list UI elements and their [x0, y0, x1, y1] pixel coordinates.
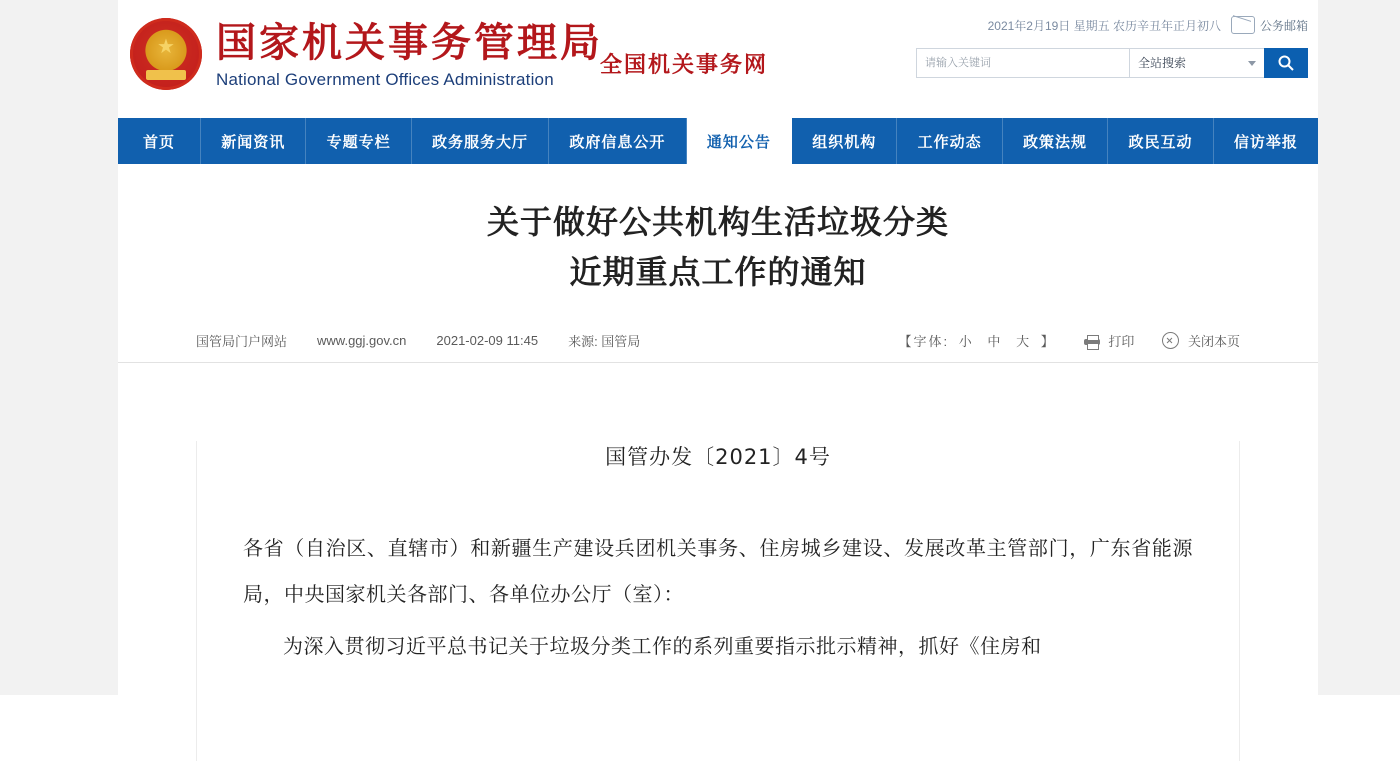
search-icon — [1277, 54, 1295, 72]
nav-item-interaction[interactable]: 政民互动 — [1108, 118, 1213, 164]
header-utilities — [848, 16, 1308, 78]
article-meta-left — [196, 331, 640, 350]
font-size-label: 【字体: — [898, 334, 950, 350]
site-header — [118, 0, 1318, 118]
page-title — [118, 198, 1318, 297]
site-slogan: 全国机关事务网 — [600, 53, 769, 78]
document-number: 国管办发〔2021〕4号 — [605, 445, 831, 470]
font-size-medium[interactable]: 中 — [987, 334, 1003, 350]
nav-item-topics[interactable]: 专题专栏 — [306, 118, 411, 164]
chevron-down-icon — [1248, 61, 1256, 66]
left-gutter — [0, 0, 118, 695]
nav-item-organization[interactable]: 组织机构 — [792, 118, 897, 164]
site-title-en: National Government Offices Administration — [216, 70, 554, 89]
envelope-icon — [1231, 16, 1255, 34]
printer-icon — [1084, 335, 1100, 348]
site-content — [118, 0, 1318, 695]
page-title-line1: 关于做好公共机构生活垃圾分类 — [486, 203, 949, 241]
emblem-base-icon — [146, 70, 186, 80]
meta-domain: www.ggj.gov.cn — [317, 333, 407, 349]
header-dateline-row — [848, 16, 1308, 34]
search-button[interactable] — [1264, 48, 1308, 78]
current-date: 2021年2月19日 星期五 农历辛丑年正月初八 — [987, 18, 1221, 33]
close-page-label: 关闭本页 — [1187, 334, 1240, 350]
meta-source-site: 国管局门户网站 — [196, 334, 288, 350]
font-size-label-close: 】 — [1040, 334, 1056, 350]
search-scope-label: 全站搜索 — [1138, 56, 1187, 70]
emblem-star-icon: ★ — [157, 35, 175, 58]
main-navigation — [118, 118, 1318, 164]
meta-datetime: 2021-02-09 11:45 — [436, 333, 539, 349]
search-input[interactable]: 请输入关键词 — [916, 48, 1129, 78]
print-label: 打印 — [1108, 334, 1135, 350]
site-title-cn: 国家机关事务管理局 — [216, 20, 603, 66]
font-size-controls — [899, 331, 1056, 350]
article-paragraph-2: 为深入贯彻习近平总书记关于垃圾分类工作的系列重要指示批示精神，抓好《住房和 — [283, 634, 1042, 659]
nav-item-announcements[interactable]: 通知公告 — [687, 118, 792, 164]
national-emblem-icon — [130, 18, 202, 90]
print-button[interactable] — [1084, 331, 1135, 350]
nav-item-news[interactable]: 新闻资讯 — [201, 118, 306, 164]
font-size-large[interactable]: 大 — [1016, 334, 1032, 350]
font-size-small[interactable]: 小 — [958, 334, 974, 350]
nav-item-work-updates[interactable]: 工作动态 — [897, 118, 1002, 164]
close-circle-icon — [1162, 332, 1179, 349]
article-body — [196, 441, 1240, 761]
site-title-block — [216, 20, 603, 90]
article-meta — [118, 331, 1318, 363]
article-paragraph-1: 各省（自治区、直辖市）和新疆生产建设兵团机关事务、住房城乡建设、发展改革主管部门，广东省能源局，中央国家机关各部门、各单位办公厅（室）： — [243, 536, 1193, 607]
nav-item-home[interactable]: 首页 — [118, 118, 201, 164]
right-gutter — [1318, 0, 1400, 695]
mail-label: 公务邮箱 — [1259, 18, 1308, 33]
search-scope-select[interactable] — [1129, 48, 1264, 78]
search-bar — [848, 48, 1308, 78]
nav-item-complaints[interactable]: 信访举报 — [1233, 132, 1298, 151]
nav-item-service-hall[interactable]: 政务服务大厅 — [412, 118, 549, 164]
close-page-button[interactable] — [1162, 331, 1240, 350]
mail-link[interactable] — [1231, 16, 1308, 34]
nav-item-gov-info[interactable]: 政府信息公开 — [549, 118, 686, 164]
nav-item-policy[interactable]: 政策法规 — [1003, 118, 1108, 164]
meta-source: 来源: 国管局 — [568, 334, 641, 350]
page-title-line2: 近期重点工作的通知 — [569, 252, 867, 291]
article-meta-right — [899, 331, 1240, 350]
